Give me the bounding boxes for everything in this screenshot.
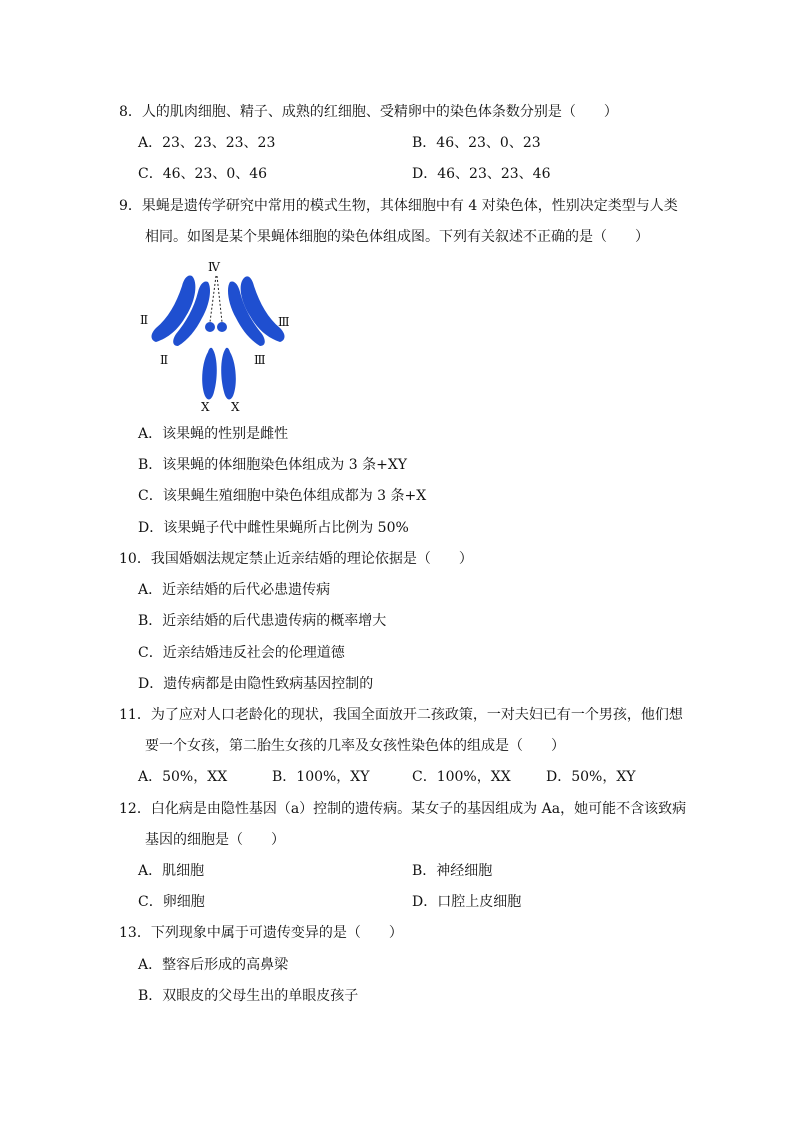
q11-option-d: D．50%，XY xyxy=(546,769,636,785)
chromosome-iv-right xyxy=(217,322,227,332)
chromosomes xyxy=(152,275,285,399)
chromosome-figure xyxy=(138,256,308,416)
q11-option-c: C．100%，XX xyxy=(412,769,511,785)
q9-option-b: B．该果蝇的体细胞染色体组成为 3 条+XY xyxy=(138,457,408,473)
question-text: 下列现象中属于可遗传变异的是（ ） xyxy=(150,925,403,941)
question-9-stem-cont: 相同。如图是某个果蝇体细胞的染色体组成图。下列有关叙述不正确的是（ ） xyxy=(145,229,649,245)
question-12-stem xyxy=(119,799,686,819)
question-11-stem-cont: 要一个女孩，第二胎生女孩的几率及女孩性染色体的组成是（ ） xyxy=(145,738,565,754)
q10-option-a: A．近亲结婚的后代必患遗传病 xyxy=(138,582,331,598)
q12-option-b: B．神经细胞 xyxy=(412,863,493,879)
q11-option-a: A．50%，XX xyxy=(138,769,228,785)
label-x-left: X xyxy=(201,400,210,414)
question-13-stem xyxy=(119,923,403,943)
q9-option-a: A．该果蝇的性别是雌性 xyxy=(138,426,289,442)
label-iii-right: Ⅲ xyxy=(278,315,290,329)
question-number: 11． xyxy=(119,707,151,723)
label-iv: Ⅳ xyxy=(208,260,220,274)
question-text: 为了应对人口老龄化的现状，我国全面放开二孩政策，一对夫妇已有一个男孩，他们想 xyxy=(150,707,683,723)
q8-option-a: A．23、23、23、23 xyxy=(138,135,276,151)
q8-option-c: C．46、23、0、46 xyxy=(138,166,268,182)
q12-option-c: C．卵细胞 xyxy=(138,894,205,910)
chromosome-x-right xyxy=(221,348,236,400)
question-number: 10． xyxy=(119,551,151,567)
chromosome-x-left xyxy=(202,348,217,400)
question-11-stem xyxy=(119,705,683,725)
q12-option-a: A．肌细胞 xyxy=(138,863,205,879)
q11-option-b: B．100%，XY xyxy=(272,769,370,785)
question-number: 8． xyxy=(119,104,142,120)
question-8-stem xyxy=(119,102,618,122)
question-10-stem xyxy=(119,549,473,569)
question-number: 13． xyxy=(119,925,151,941)
q10-option-b: B．近亲结婚的后代患遗传病的概率增大 xyxy=(138,613,387,629)
q13-option-b: B．双眼皮的父母生出的单眼皮孩子 xyxy=(138,988,359,1004)
question-number: 9． xyxy=(119,198,142,214)
q9-option-d: D．该果蝇子代中雌性果蝇所占比例为 50% xyxy=(138,520,409,536)
q10-option-d: D．遗传病都是由隐性致病基因控制的 xyxy=(138,676,374,692)
q12-option-d: D．口腔上皮细胞 xyxy=(412,894,522,910)
question-text: 我国婚姻法规定禁止近亲结婚的理论依据是（ ） xyxy=(150,551,473,567)
q13-option-a: A．整容后形成的高鼻梁 xyxy=(138,957,289,973)
q10-option-c: C．近亲结婚违反社会的伦理道德 xyxy=(138,645,345,661)
label-x-right: X xyxy=(231,400,240,414)
iv-pointer-lines xyxy=(210,276,222,322)
label-iii-bottom: Ⅲ xyxy=(254,353,266,367)
question-number: 12． xyxy=(119,801,151,817)
chromosome-iv-left xyxy=(205,322,215,332)
label-ii-bottom: Ⅱ xyxy=(160,353,169,367)
question-text: 果蝇是遗传学研究中常用的模式生物，其体细胞中有 4 对染色体，性别决定类型与人类 xyxy=(141,198,678,214)
q9-option-c: C．该果蝇生殖细胞中染色体组成都为 3 条+X xyxy=(138,488,427,504)
question-9-stem xyxy=(119,196,678,216)
q8-option-d: D．46、23、23、46 xyxy=(412,166,551,182)
question-text: 白化病是由隐性基因（a）控制的遗传病。某女子的基因组成为 Aa，她可能不含该致病 xyxy=(150,801,687,817)
q8-option-b: B．46、23、0、23 xyxy=(412,135,541,151)
question-text: 人的肌肉细胞、精子、成熟的红细胞、受精卵中的染色体条数分别是（ ） xyxy=(141,104,618,120)
label-ii-left: Ⅱ xyxy=(140,313,149,327)
question-12-stem-cont: 基因的细胞是（ ） xyxy=(145,832,285,848)
